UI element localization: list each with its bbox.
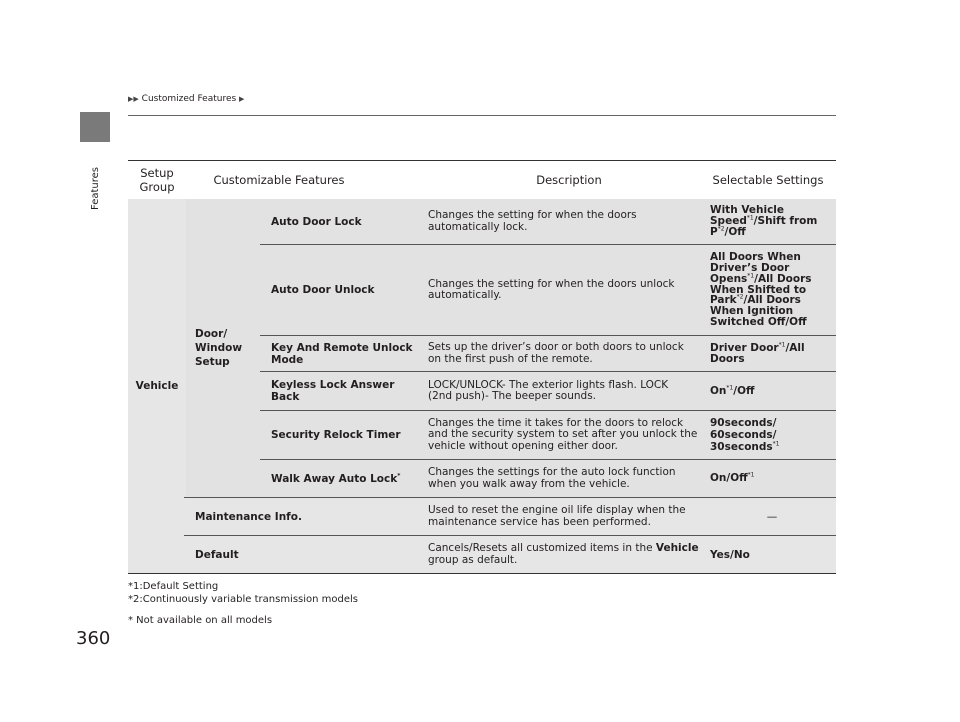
breadcrumb	[128, 94, 244, 104]
double-arrow-icon: ▶▶	[128, 95, 139, 103]
table-bottom-rule	[128, 573, 836, 574]
settings-auto-door-lock: With Vehicle Speed$^{*1}$/Shift from $P^{*2}$/Off	[710, 204, 818, 238]
description-walk-away-auto-lock: Changes the settings for the auto lock function when you walk away from the vehicle.	[428, 466, 676, 490]
settings-walk-away-auto-lock: On/Off$^{*1}$	[710, 471, 755, 485]
settings-auto-door-unlock: All Doors When Driver’s Door Opens$^{*1}$/All Doors When Shifted to Park$^{*2}$/All Doors When Ignition Switched Off/Off	[710, 251, 812, 328]
arrow-icon: ▶	[239, 95, 245, 103]
footnotes	[128, 580, 358, 606]
settings-maintenance-info: —	[766, 510, 778, 523]
breadcrumb-label: Customized Features	[141, 94, 237, 104]
header-customizable-features: Customizable Features	[213, 173, 345, 187]
description-key-and-remote-unlock-mode: Sets up the driver’s door or both doors to unlock on the first push of the remote.	[428, 341, 684, 365]
settings-key-and-remote-unlock-mode: Driver Door$^{*1}$/All Doors	[710, 341, 805, 365]
page-number: 360	[76, 628, 111, 649]
feature-walk-away-auto-lock: Walk Away Auto Lock*	[271, 472, 401, 485]
description-keyless-lock-answer-back: LOCK/UNLOCK- The exterior lights flash. LOCK (2nd push)- The beeper sounds.	[428, 378, 669, 402]
section-tab-label: Features	[89, 166, 101, 210]
settings-keyless-lock-answer-back: On$^{*1}$/Off	[710, 384, 755, 397]
section-tab-marker	[80, 112, 110, 142]
description-maintenance-info: Used to reset the engine oil life display when the maintenance service has been performed.	[428, 504, 686, 528]
header-selectable-settings: Selectable Settings	[712, 173, 824, 187]
availability-note: * Not available on all models	[128, 615, 273, 626]
header-rule	[128, 115, 836, 116]
description-auto-door-unlock: Changes the setting for when the doors unlock automatically.	[428, 277, 675, 301]
feature-default: Default	[195, 548, 239, 561]
feature-keyless-lock-answer-back: Keyless Lock Answer Back	[271, 379, 395, 403]
feature-security-relock-timer: Security Relock Timer	[271, 429, 401, 441]
description-security-relock-timer: Changes the time it takes for the doors to relock and the security system to set after you unlock the vehicle without opening either door.	[428, 416, 698, 452]
footnote-1: *1:Default Setting	[128, 581, 219, 592]
group-vehicle: Vehicle	[135, 380, 179, 392]
header-description: Description	[536, 173, 602, 187]
feature-key-and-remote-unlock-mode: Key And Remote Unlock Mode	[271, 341, 413, 366]
feature-maintenance-info: Maintenance Info.	[195, 510, 302, 523]
subgroup-door-window-setup: Door/ Window Setup	[195, 328, 243, 368]
feature-auto-door-unlock: Auto Door Unlock	[271, 284, 375, 296]
feature-auto-door-lock: Auto Door Lock	[271, 215, 362, 228]
description-auto-door-lock: Changes the setting for when the doors automatically lock.	[428, 209, 637, 233]
footnote-2: *2:Continuously variable transmission models	[128, 594, 359, 605]
settings-security-relock-timer: 90seconds/ 60seconds/ 30seconds$^{*1}$	[710, 417, 780, 453]
settings-default: Yes/No	[710, 548, 750, 561]
description-default: Cancels/Resets all customized items in the Vehicle group as default.	[428, 542, 699, 566]
table-header	[128, 160, 836, 200]
header-setup-group: Setup Group	[139, 166, 175, 194]
